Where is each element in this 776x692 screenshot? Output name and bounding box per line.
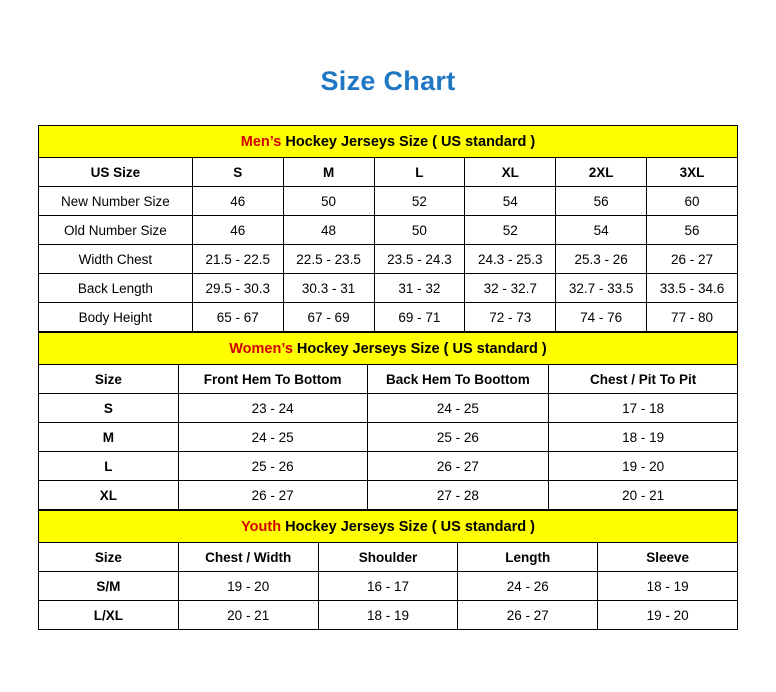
mens-row-1-val-1: 48 [283, 216, 374, 245]
womens-section-header [39, 333, 738, 365]
womens-row-2-val-2: 19 - 20 [549, 452, 738, 481]
womens-row-3-label: XL [39, 481, 179, 510]
mens-row-0-val-2: 52 [374, 187, 465, 216]
mens-col-4: XL [465, 158, 556, 187]
table-row [39, 452, 738, 481]
womens-row-3-val-0: 26 - 27 [178, 481, 367, 510]
mens-section-header [39, 126, 738, 158]
mens-row-3-val-3: 32 - 32.7 [465, 274, 556, 303]
table-row [39, 423, 738, 452]
womens-row-1-val-2: 18 - 19 [549, 423, 738, 452]
table-row [39, 601, 738, 630]
mens-section-header-row [39, 126, 738, 158]
tables-container [38, 125, 738, 630]
mens-row-0-val-5: 60 [647, 187, 738, 216]
mens-col-2: M [283, 158, 374, 187]
mens-row-2-val-1: 22.5 - 23.5 [283, 245, 374, 274]
mens-row-3-val-1: 30.3 - 31 [283, 274, 374, 303]
womens-column-header-row [39, 365, 738, 394]
table-row [39, 216, 738, 245]
youth-row-0-val-1: 16 - 17 [318, 572, 458, 601]
youth-section-highlight: Youth [241, 518, 282, 535]
womens-row-3-val-2: 20 - 21 [549, 481, 738, 510]
mens-row-4-val-5: 77 - 80 [647, 303, 738, 332]
womens-row-1-val-1: 25 - 26 [367, 423, 549, 452]
mens-section-rest: Hockey Jerseys Size ( US standard ) [281, 133, 536, 150]
mens-row-4-val-3: 72 - 73 [465, 303, 556, 332]
mens-row-4-val-2: 69 - 71 [374, 303, 465, 332]
mens-row-0-val-3: 54 [465, 187, 556, 216]
mens-col-3: L [374, 158, 465, 187]
youth-row-1-val-1: 18 - 19 [318, 601, 458, 630]
mens-row-1-val-5: 56 [647, 216, 738, 245]
mens-section-highlight: Men’s [240, 133, 282, 150]
womens-row-1-label: M [39, 423, 179, 452]
youth-col-1: Chest / Width [178, 543, 318, 572]
mens-row-1-label: Old Number Size [39, 216, 193, 245]
youth-size-table [38, 510, 738, 630]
mens-row-2-val-5: 26 - 27 [647, 245, 738, 274]
mens-row-3-val-2: 31 - 32 [374, 274, 465, 303]
mens-row-3-label: Back Length [39, 274, 193, 303]
mens-row-1-val-3: 52 [465, 216, 556, 245]
womens-row-2-label: L [39, 452, 179, 481]
youth-section-header [39, 511, 738, 543]
mens-row-0-label: New Number Size [39, 187, 193, 216]
mens-row-3-val-4: 32.7 - 33.5 [556, 274, 647, 303]
youth-col-0: Size [39, 543, 179, 572]
table-row [39, 481, 738, 510]
mens-row-2-label: Width Chest [39, 245, 193, 274]
table-row [39, 245, 738, 274]
womens-section-highlight: Women’s [229, 340, 293, 357]
womens-row-1-val-0: 24 - 25 [178, 423, 367, 452]
youth-section-rest: Hockey Jerseys Size ( US standard ) [281, 518, 535, 535]
womens-row-0-val-1: 24 - 25 [367, 394, 549, 423]
mens-row-4-val-0: 65 - 67 [192, 303, 283, 332]
table-row [39, 572, 738, 601]
mens-row-0-val-4: 56 [556, 187, 647, 216]
youth-row-1-val-2: 26 - 27 [458, 601, 598, 630]
mens-col-5: 2XL [556, 158, 647, 187]
mens-row-1-val-0: 46 [192, 216, 283, 245]
youth-row-0-label: S/M [39, 572, 179, 601]
youth-row-1-val-3: 19 - 20 [598, 601, 738, 630]
womens-row-3-val-1: 27 - 28 [367, 481, 549, 510]
womens-col-1: Front Hem To Bottom [178, 365, 367, 394]
table-row [39, 187, 738, 216]
youth-row-1-val-0: 20 - 21 [178, 601, 318, 630]
mens-column-header-row [39, 158, 738, 187]
youth-col-3: Length [458, 543, 598, 572]
womens-row-0-label: S [39, 394, 179, 423]
mens-row-1-val-4: 54 [556, 216, 647, 245]
mens-row-0-val-0: 46 [192, 187, 283, 216]
youth-section-header-row [39, 511, 738, 543]
youth-col-4: Sleeve [598, 543, 738, 572]
mens-col-1: S [192, 158, 283, 187]
table-row [39, 274, 738, 303]
womens-row-0-val-0: 23 - 24 [178, 394, 367, 423]
mens-row-2-val-4: 25.3 - 26 [556, 245, 647, 274]
mens-row-1-val-2: 50 [374, 216, 465, 245]
table-row [39, 394, 738, 423]
youth-row-0-val-3: 18 - 19 [598, 572, 738, 601]
mens-row-4-val-4: 74 - 76 [556, 303, 647, 332]
mens-row-0-val-1: 50 [283, 187, 374, 216]
womens-row-0-val-2: 17 - 18 [549, 394, 738, 423]
womens-size-table [38, 332, 738, 510]
womens-section-header-row [39, 333, 738, 365]
mens-row-4-val-1: 67 - 69 [283, 303, 374, 332]
youth-col-2: Shoulder [318, 543, 458, 572]
youth-column-header-row [39, 543, 738, 572]
womens-col-0: Size [39, 365, 179, 394]
mens-size-table [38, 125, 738, 332]
mens-col-6: 3XL [647, 158, 738, 187]
youth-row-0-val-2: 24 - 26 [458, 572, 598, 601]
youth-row-0-val-0: 19 - 20 [178, 572, 318, 601]
mens-row-2-val-2: 23.5 - 24.3 [374, 245, 465, 274]
mens-row-2-val-3: 24.3 - 25.3 [465, 245, 556, 274]
womens-row-2-val-0: 25 - 26 [178, 452, 367, 481]
page-title: Size Chart [320, 66, 456, 96]
table-row [39, 303, 738, 332]
womens-col-3: Chest / Pit To Pit [549, 365, 738, 394]
youth-row-1-label: L/XL [39, 601, 179, 630]
womens-row-2-val-1: 26 - 27 [367, 452, 549, 481]
mens-row-3-val-5: 33.5 - 34.6 [647, 274, 738, 303]
mens-row-4-label: Body Height [39, 303, 193, 332]
mens-row-3-val-0: 29.5 - 30.3 [192, 274, 283, 303]
mens-row-2-val-0: 21.5 - 22.5 [192, 245, 283, 274]
mens-col-0: US Size [39, 158, 193, 187]
womens-col-2: Back Hem To Boottom [367, 365, 549, 394]
womens-section-rest: Hockey Jerseys Size ( US standard ) [292, 340, 547, 357]
